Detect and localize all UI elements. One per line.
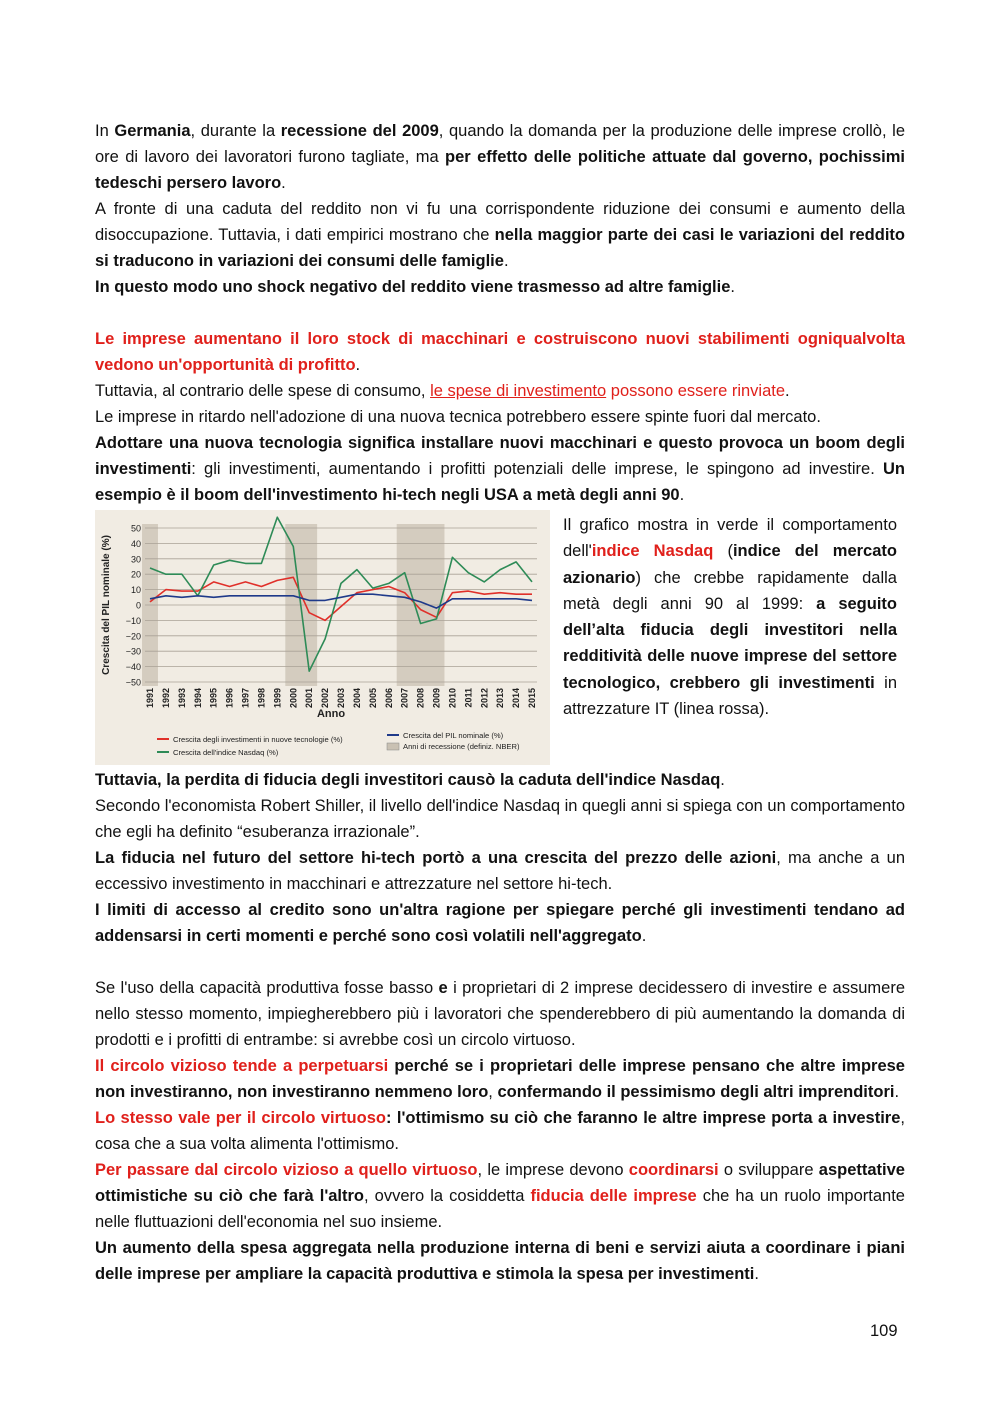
x-tick-label: 2003 [336,688,346,709]
y-tick-label: 0 [135,600,141,611]
legend-label: Crescita degli investimenti in nuove tecnologie (%) [173,735,343,744]
x-tick-label: 1996 [224,688,235,709]
x-tick-label: 2013 [495,688,506,709]
x-tick-label: 2000 [288,688,299,709]
x-tick-label: 2009 [431,688,442,709]
x-tick-label: 2011 [463,688,474,708]
x-tick-label: 1997 [240,688,251,709]
x-tick-label: 2002 [320,688,331,709]
legend-swatch [387,743,399,750]
y-tick-label: 40 [130,538,141,549]
x-tick-label: 2008 [415,688,426,709]
paragraph-consumi: A fronte di una caduta del reddito non vi fu una corrispondente riduzione dei consumi e aumento della disoccupazione. Tuttavia, i dati empirici mostrano che nella maggior parte dei casi le variazioni del reddito si traducono in variazioni dei consumi delle famiglie. [95,200,905,270]
x-tick-label: 2001 [304,688,315,709]
nasdaq-chart [95,510,550,765]
y-tick-label: −50 [125,677,141,688]
page-number: 109 [870,1322,898,1340]
paragraph-circolo-virtuoso: Lo stesso vale per il circolo virtuoso: l'ottimismo su ciò che faranno le altre imprese porta a investire, cosa che a sua volta alimenta l'ottimismo. [95,1109,905,1153]
paragraph-credito: I limiti di accesso al credito sono un'altra ragione per spiegare perché gli investimenti tendano ad addensarsi in certi momenti e perché sono così volatili nell'aggregato. [95,901,905,945]
page-body [95,118,905,1287]
x-tick-label: 1998 [256,688,267,709]
paragraph-fiducia-hitech: La fiducia nel futuro del settore hi-tech portò a una crescita del prezzo delle azioni, ma anche a un eccessivo investimento in macchinari e attrezzature nel settore hi-tech. [95,849,906,893]
y-tick-label: −40 [125,662,141,673]
paragraph-investimento-rinvio: Tuttavia, al contrario delle spese di consumo, le spese di investimento possono essere rinviate. [95,382,790,400]
x-tick-label: 2012 [479,688,490,709]
x-tick-label: 2004 [351,688,362,709]
y-tick-label: −10 [125,615,141,626]
x-tick-label: 1994 [192,688,203,709]
x-tick-label: 2006 [383,688,394,709]
y-tick-label: 10 [130,585,141,596]
x-tick-label: 1992 [160,688,171,709]
y-axis-label: Crescita del PIL nominale (%) [101,535,112,675]
chart-description [563,512,897,722]
legend-label: Crescita del PIL nominale (%) [403,731,504,740]
chart-svg [95,510,550,765]
paragraph-imprese-stock: Le imprese aumentano il loro stock di macchinari e costruiscono nuovi stabilimenti ogniqualvolta vedono un'opportunità di profitto. [95,330,905,374]
paragraph-coordinamento: Per passare dal circolo vizioso a quello virtuoso, le imprese devono coordinarsi o sviluppare aspettative ottimistiche su ciò che farà l'altro, ovvero la cosiddetta fiducia delle imprese che ha un ruolo importante nelle fluttuazioni dell'economia nel suo insieme. [95,1161,905,1231]
paragraph-spesa-aggregata: Un aumento della spesa aggregata nella produzione interna di beni e servizi aiuta a coordinare i piani delle imprese per ampliare la capacità produttiva e stimola la spesa per investimenti. [95,1239,905,1283]
paragraph-capacita-produttiva: Se l'uso della capacità produttiva fosse basso e i proprietari di 2 imprese decidessero di investire e assumere nello stesso momento, impiegherebbero più i lavoratori che spenderebbero di più aumentando la domanda di prodotti e i profitti di entrambe: si avrebbe così un circolo virtuoso. [95,979,905,1049]
y-tick-label: 30 [130,554,141,565]
x-tick-label: 1999 [272,688,283,709]
x-tick-label: 2015 [527,688,537,709]
x-tick-label: 2014 [511,688,522,709]
y-tick-label: −30 [125,646,141,657]
paragraph-ritardo: Le imprese in ritardo nell'adozione di una nuova tecnica potrebbero essere spinte fuori dal mercato. [95,408,821,426]
legend-label: Crescita dell'indice Nasdaq (%) [173,748,279,757]
paragraph-shock: In questo modo uno shock negativo del reddito viene trasmesso ad altre famiglie. [95,278,735,296]
chart-section [95,510,905,767]
legend-label: Anni di recessione (definiz. NBER) [403,742,520,751]
x-tick-label: 1993 [176,688,187,709]
chart-description-text: Il grafico mostra in verde il comportamento dell'indice Nasdaq (indice del mercato azionario) che crebbe rapidamente dalla metà degli anni 90 al 1999: a seguito dell’alta fiducia degli investitori nella redditività delle nuove imprese del settore tecnologico, crebbero gli investimenti in attrezzature IT (linea rossa). [563,516,897,719]
series-line [150,517,532,671]
y-tick-label: −20 [125,631,141,642]
paragraph-shiller: Secondo l'economista Robert Shiller, il livello dell'indice Nasdaq in quegli anni si spiega con un comportamento che egli ha definito “esuberanza irrazionale”. [95,797,905,841]
paragraph-nuova-tecnologia: Adottare una nuova tecnologia significa installare nuovi macchinari e questo provoca un boom degli investimenti: gli investimenti, aumentando i profitti potenziali delle imprese, le spingono ad investire. Un esempio è il boom dell'investimento hi-tech negli USA a metà degli anni 90. [95,434,905,504]
paragraph-perdita-fiducia: Tuttavia, la perdita di fiducia degli investitori causò la caduta dell'indice Nasdaq. [95,771,725,789]
x-tick-label: 2010 [447,688,458,709]
y-tick-label: 20 [130,569,141,580]
y-tick-label: 50 [130,523,141,534]
x-tick-label: 1991 [145,688,155,709]
x-axis-label: Anno [316,708,346,720]
x-tick-label: 1995 [208,688,219,709]
paragraph-germania: In Germania, durante la recessione del 2009, quando la domanda per la produzione delle imprese crollò, le ore di lavoro dei lavoratori furono tagliate, ma per effetto delle politiche attuate dal governo, pochissimi tedeschi persero lavoro. [95,122,906,192]
paragraph-circolo-vizioso: Il circolo vizioso tende a perpetuarsi perché se i proprietari delle imprese pensano che altre imprese non investiranno, non investiranno nemmeno loro, confermando il pessimismo degli altri imprenditori. [95,1057,905,1101]
x-tick-label: 2007 [399,688,410,709]
x-tick-label: 2005 [367,688,378,709]
